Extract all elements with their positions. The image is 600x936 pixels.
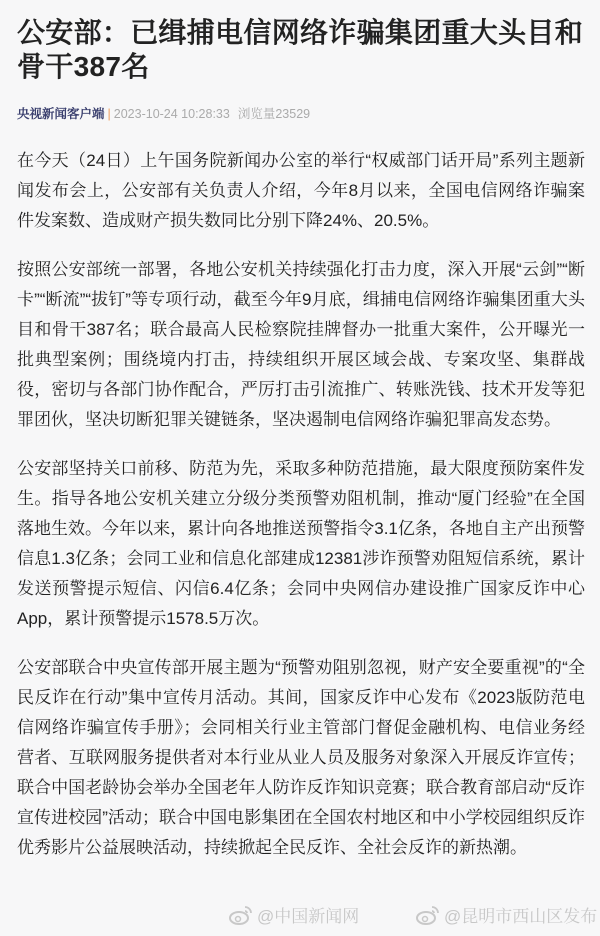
view-count: 浏览量23529 — [237, 107, 311, 121]
paragraph: 按照公安部统一部署，各地公安机关持续强化打击力度，深入开展“云剑”“断卡”“断流”“拔钉”等专项行动，截至今年9月底，缉捕电信网络诈骗集团重大头目和骨干387名；联合最高人民检察院挂牌督办一批重大案件，公开曝光一批典型案例；围绕境内打击，持续组织开展区域会战、专案攻坚、集群战役，密切与各部门协作配合，严厉打击引流推广、转账洗钱、技术开发等犯罪团伙，坚决切断犯罪关键链条，坚决遏制电信网络诈骗犯罪高发态势。 — [17, 260, 585, 429]
weibo-icon — [415, 904, 441, 926]
paragraph: 公安部联合中央宣传部开展主题为“预警劝阻别忽视，财产安全要重视”的“全民反诈在行动”集中宣传月活动。其间，国家反诈中心发布《2023版防范电信网络诈骗宣传手册》；会同相关行业主管部门督促金融机构、电信业务经营者、互联网服务提供者对本行业从业人员及服务对象深入开展反诈宣传；联合中国老龄协会举办全国老年人防诈反诈知识竞赛；联合教育部启动“反诈宣传进校园”活动；联合中国电影集团在全国农村地区和中小学校园组织反诈优秀影片公益展映活动，持续掀起全民反诈、全社会反诈的新热潮。 — [17, 658, 585, 857]
source-link[interactable]: 央视新闻客户端 — [17, 107, 105, 121]
article-meta — [17, 106, 310, 122]
watermark-text: @中国新闻网 — [257, 907, 360, 926]
weibo-icon — [228, 904, 254, 926]
paragraph: 公安部坚持关口前移、防范为先，采取多种防范措施，最大限度预防案件发生。指导各地公安机关建立分级分类预警劝阻机制，推动“厦门经验”在全国落地生效。今年以来，累计向各地推送预警指令3.1亿条，各地自主产出预警信息1.3亿条；会同工业和信息化部建成12381涉诈预警劝阻短信系统，累计发送预警提示短信、闪信6.4亿条；会同中央网信办建设推广国家反诈中心App，累计预警提示1578.5万次。 — [17, 459, 585, 628]
article-body — [17, 146, 585, 882]
publish-time: 2023-10-24 10:28:33 — [113, 107, 230, 121]
watermark-text: @昆明市西山区发布 — [444, 907, 598, 926]
watermark-chinanews — [228, 902, 359, 927]
paragraph: 在今天（24日）上午国务院新闻办公室的举行“权威部门话开局”系列主题新闻发布会上，公安部有关负责人介绍，今年8月以来，全国电信网络诈骗案件发案数、造成财产损失数同比分别下降24%、20.5%。 — [17, 151, 585, 230]
article-title: 公安部：已缉捕电信网络诈骗集团重大头目和骨干387名 — [17, 17, 584, 82]
watermark-xishan — [415, 902, 597, 927]
meta-separator: | — [107, 107, 111, 121]
